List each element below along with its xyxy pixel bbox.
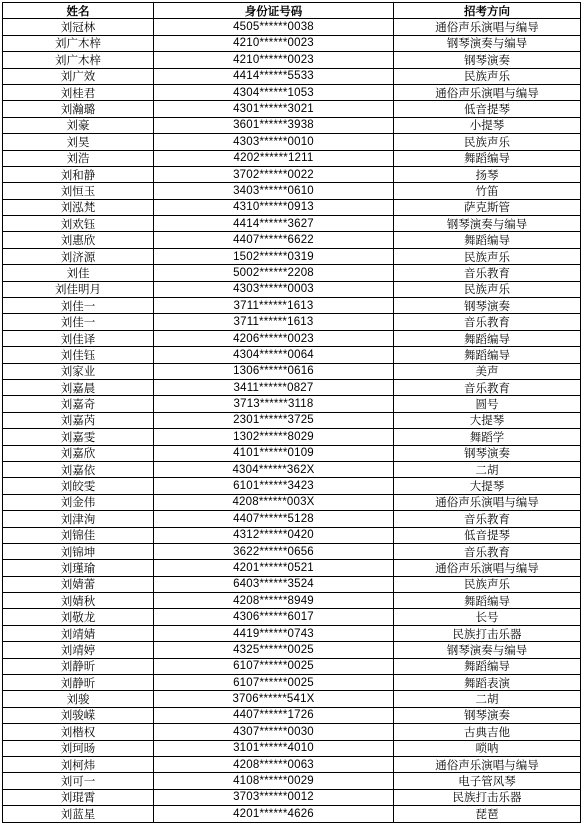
cell-id-number: 4306******6017: [154, 609, 394, 625]
cell-id-number: 3403******0610: [154, 183, 394, 199]
cell-direction: 钢琴演奏: [394, 298, 581, 314]
cell-id-number: 4301******3021: [154, 101, 394, 117]
cell-name: 刘皎雯: [3, 478, 154, 494]
table-row: [3, 52, 581, 68]
cell-id-number: 3706******541X: [154, 691, 394, 707]
cell-name: 刘佳一: [3, 298, 154, 314]
cell-direction: 民族声乐: [394, 248, 581, 264]
cell-name: 刘瀚璐: [3, 101, 154, 117]
cell-direction: 二胡: [394, 461, 581, 477]
table-row: [3, 166, 581, 182]
cell-direction: 钢琴演奏与编导: [394, 35, 581, 51]
table-row: [3, 314, 581, 330]
cell-name: 刘昊: [3, 134, 154, 150]
cell-id-number: 6107******0025: [154, 675, 394, 691]
cell-id-number: 4108******0029: [154, 773, 394, 789]
cell-id-number: 4208******0063: [154, 756, 394, 772]
cell-id-number: 3101******4010: [154, 740, 394, 756]
cell-direction: 音乐教育: [394, 265, 581, 281]
cell-id-number: 3411******0827: [154, 379, 394, 395]
cell-name: 刘可一: [3, 773, 154, 789]
table-row: [3, 478, 581, 494]
cell-name: 刘锦佳: [3, 527, 154, 543]
table-row: [3, 396, 581, 412]
cell-name: 刘婧秋: [3, 593, 154, 609]
cell-name: 刘嘉晨: [3, 379, 154, 395]
table-row: [3, 150, 581, 166]
cell-id-number: 4312******0420: [154, 527, 394, 543]
cell-name: 刘嘉奇: [3, 396, 154, 412]
cell-name: 刘广效: [3, 68, 154, 84]
cell-id-number: 3711******1613: [154, 314, 394, 330]
cell-name: 刘金伟: [3, 494, 154, 510]
table-row: [3, 691, 581, 707]
cell-id-number: 4505******0038: [154, 19, 394, 35]
cell-direction: 通俗声乐演唱与编导: [394, 756, 581, 772]
cell-id-number: 1306******0616: [154, 363, 394, 379]
cell-id-number: 3703******0012: [154, 789, 394, 805]
cell-name: 刘泓梵: [3, 199, 154, 215]
cell-id-number: 4304******1053: [154, 84, 394, 100]
table-row: [3, 576, 581, 592]
cell-name: 刘柯炜: [3, 756, 154, 772]
cell-direction: 唢呐: [394, 740, 581, 756]
cell-name: 刘静昕: [3, 675, 154, 691]
cell-name: 刘桂君: [3, 84, 154, 100]
cell-direction: 民族声乐: [394, 281, 581, 297]
cell-name: 刘浩: [3, 150, 154, 166]
cell-id-number: 4414******3627: [154, 216, 394, 232]
cell-id-number: 5002******2208: [154, 265, 394, 281]
cell-direction: 通俗声乐演唱与编导: [394, 560, 581, 576]
cell-id-number: 1302******8029: [154, 429, 394, 445]
table-row: [3, 68, 581, 84]
table-row: [3, 117, 581, 133]
table-row: [3, 461, 581, 477]
cell-direction: 舞蹈编导: [394, 330, 581, 346]
table-row: [3, 593, 581, 609]
cell-id-number: 4407******5128: [154, 511, 394, 527]
cell-id-number: 1502******0319: [154, 248, 394, 264]
cell-id-number: 2301******3725: [154, 412, 394, 428]
cell-id-number: 6101******3423: [154, 478, 394, 494]
cell-direction: 美声: [394, 363, 581, 379]
cell-direction: 低音提琴: [394, 527, 581, 543]
cell-id-number: 4325******0025: [154, 642, 394, 658]
cell-id-number: 4303******0010: [154, 134, 394, 150]
table-row: [3, 740, 581, 756]
table-row: [3, 183, 581, 199]
cell-direction: 民族打击乐器: [394, 789, 581, 805]
table-row: [3, 281, 581, 297]
cell-direction: 民族打击乐器: [394, 625, 581, 641]
table-body: [3, 19, 581, 822]
cell-id-number: 4304******0064: [154, 347, 394, 363]
table-row: [3, 445, 581, 461]
cell-direction: 通俗声乐演唱与编导: [394, 19, 581, 35]
table-row: [3, 773, 581, 789]
header-id-number: 身份证号码: [154, 3, 394, 19]
cell-name: 刘嘉雯: [3, 429, 154, 445]
table-row: [3, 494, 581, 510]
cell-direction: 二胡: [394, 691, 581, 707]
cell-direction: 通俗声乐演唱与编导: [394, 494, 581, 510]
table-row: [3, 658, 581, 674]
cell-name: 刘家业: [3, 363, 154, 379]
cell-direction: 钢琴演奏与编导: [394, 642, 581, 658]
cell-id-number: 4208******003X: [154, 494, 394, 510]
cell-name: 刘广木梓: [3, 35, 154, 51]
cell-name: 刘锦坤: [3, 543, 154, 559]
cell-id-number: 3702******0022: [154, 166, 394, 182]
cell-direction: 竹笛: [394, 183, 581, 199]
cell-name: 刘惠欣: [3, 232, 154, 248]
cell-name: 刘津洵: [3, 511, 154, 527]
cell-direction: 低音提琴: [394, 101, 581, 117]
cell-id-number: 3711******1613: [154, 298, 394, 314]
cell-id-number: 4206******0023: [154, 330, 394, 346]
table-row: [3, 724, 581, 740]
table-row: [3, 675, 581, 691]
cell-name: 刘广木梓: [3, 52, 154, 68]
cell-direction: 萨克斯管: [394, 199, 581, 215]
cell-direction: 舞蹈编导: [394, 232, 581, 248]
cell-direction: 舞蹈编导: [394, 658, 581, 674]
table-row: [3, 625, 581, 641]
cell-direction: 舞蹈编导: [394, 593, 581, 609]
table-row: [3, 379, 581, 395]
cell-direction: 民族声乐: [394, 68, 581, 84]
cell-id-number: 4307******0030: [154, 724, 394, 740]
cell-id-number: 4414******5533: [154, 68, 394, 84]
cell-direction: 钢琴演奏: [394, 52, 581, 68]
cell-direction: 音乐教育: [394, 379, 581, 395]
cell-direction: 民族声乐: [394, 576, 581, 592]
table-row: [3, 412, 581, 428]
cell-name: 刘和静: [3, 166, 154, 182]
header-row: [3, 3, 581, 19]
cell-id-number: 4101******0109: [154, 445, 394, 461]
cell-direction: 舞蹈编导: [394, 347, 581, 363]
cell-id-number: 4310******0913: [154, 199, 394, 215]
cell-name: 刘楷权: [3, 724, 154, 740]
table-row: [3, 248, 581, 264]
cell-id-number: 4208******8949: [154, 593, 394, 609]
table-row: [3, 707, 581, 723]
cell-direction: 圆号: [394, 396, 581, 412]
table-row: [3, 363, 581, 379]
cell-direction: 钢琴演奏与编导: [394, 216, 581, 232]
cell-direction: 大提琴: [394, 478, 581, 494]
cell-id-number: 4419******0743: [154, 625, 394, 641]
cell-direction: 舞蹈表演: [394, 675, 581, 691]
cell-id-number: 4304******362X: [154, 461, 394, 477]
table-row: [3, 134, 581, 150]
applicant-table: [2, 2, 581, 823]
cell-direction: 电子管风琴: [394, 773, 581, 789]
cell-name: 刘珂旸: [3, 740, 154, 756]
cell-id-number: 3622******0656: [154, 543, 394, 559]
cell-id-number: 3601******3938: [154, 117, 394, 133]
table-row: [3, 35, 581, 51]
cell-direction: 小提琴: [394, 117, 581, 133]
cell-direction: 音乐教育: [394, 511, 581, 527]
cell-name: 刘蓝星: [3, 806, 154, 822]
cell-direction: 大提琴: [394, 412, 581, 428]
cell-direction: 音乐教育: [394, 314, 581, 330]
cell-name: 刘敬龙: [3, 609, 154, 625]
table-row: [3, 429, 581, 445]
cell-direction: 音乐教育: [394, 543, 581, 559]
cell-name: 刘骏嵘: [3, 707, 154, 723]
table-row: [3, 330, 581, 346]
cell-direction: 琵琶: [394, 806, 581, 822]
table-row: [3, 560, 581, 576]
cell-id-number: 4303******0003: [154, 281, 394, 297]
cell-id-number: 4202******1211: [154, 150, 394, 166]
table-row: [3, 216, 581, 232]
cell-name: 刘豪: [3, 117, 154, 133]
table-row: [3, 543, 581, 559]
cell-direction: 钢琴演奏: [394, 707, 581, 723]
cell-direction: 钢琴演奏: [394, 445, 581, 461]
header-name: 姓名: [3, 3, 154, 19]
table-row: [3, 806, 581, 822]
table-row: [3, 199, 581, 215]
cell-name: 刘佳钰: [3, 347, 154, 363]
header-direction: 招考方向: [394, 3, 581, 19]
cell-id-number: 4210******0023: [154, 52, 394, 68]
cell-id-number: 6403******3524: [154, 576, 394, 592]
table-row: [3, 511, 581, 527]
cell-id-number: 4201******0521: [154, 560, 394, 576]
cell-id-number: 4201******4626: [154, 806, 394, 822]
table-row: [3, 347, 581, 363]
cell-name: 刘静昕: [3, 658, 154, 674]
cell-id-number: 4407******6622: [154, 232, 394, 248]
cell-id-number: 6107******0025: [154, 658, 394, 674]
table-row: [3, 298, 581, 314]
cell-direction: 长号: [394, 609, 581, 625]
table-row: [3, 19, 581, 35]
cell-name: 刘琨霄: [3, 789, 154, 805]
table-row: [3, 789, 581, 805]
table-row: [3, 527, 581, 543]
cell-name: 刘骏: [3, 691, 154, 707]
table-row: [3, 756, 581, 772]
cell-direction: 通俗声乐演唱与编导: [394, 84, 581, 100]
cell-direction: 舞蹈编导: [394, 150, 581, 166]
cell-name: 刘嘉依: [3, 461, 154, 477]
cell-name: 刘嘉欣: [3, 445, 154, 461]
cell-id-number: 3713******3118: [154, 396, 394, 412]
cell-name: 刘济源: [3, 248, 154, 264]
cell-id-number: 4210******0023: [154, 35, 394, 51]
cell-name: 刘佳: [3, 265, 154, 281]
cell-name: 刘冠林: [3, 19, 154, 35]
table-row: [3, 232, 581, 248]
cell-direction: 古典吉他: [394, 724, 581, 740]
cell-name: 刘佳一: [3, 314, 154, 330]
table-row: [3, 84, 581, 100]
table-row: [3, 609, 581, 625]
cell-name: 刘婧蕾: [3, 576, 154, 592]
cell-name: 刘瑾瑜: [3, 560, 154, 576]
cell-name: 刘佳明月: [3, 281, 154, 297]
cell-name: 刘欢钰: [3, 216, 154, 232]
table-row: [3, 265, 581, 281]
cell-id-number: 4407******1726: [154, 707, 394, 723]
cell-name: 刘靖婷: [3, 642, 154, 658]
table-row: [3, 101, 581, 117]
cell-name: 刘嘉芮: [3, 412, 154, 428]
cell-direction: 舞蹈学: [394, 429, 581, 445]
cell-name: 刘佳译: [3, 330, 154, 346]
cell-direction: 扬琴: [394, 166, 581, 182]
table-row: [3, 642, 581, 658]
cell-name: 刘恒玉: [3, 183, 154, 199]
cell-name: 刘靖婧: [3, 625, 154, 641]
cell-direction: 民族声乐: [394, 134, 581, 150]
